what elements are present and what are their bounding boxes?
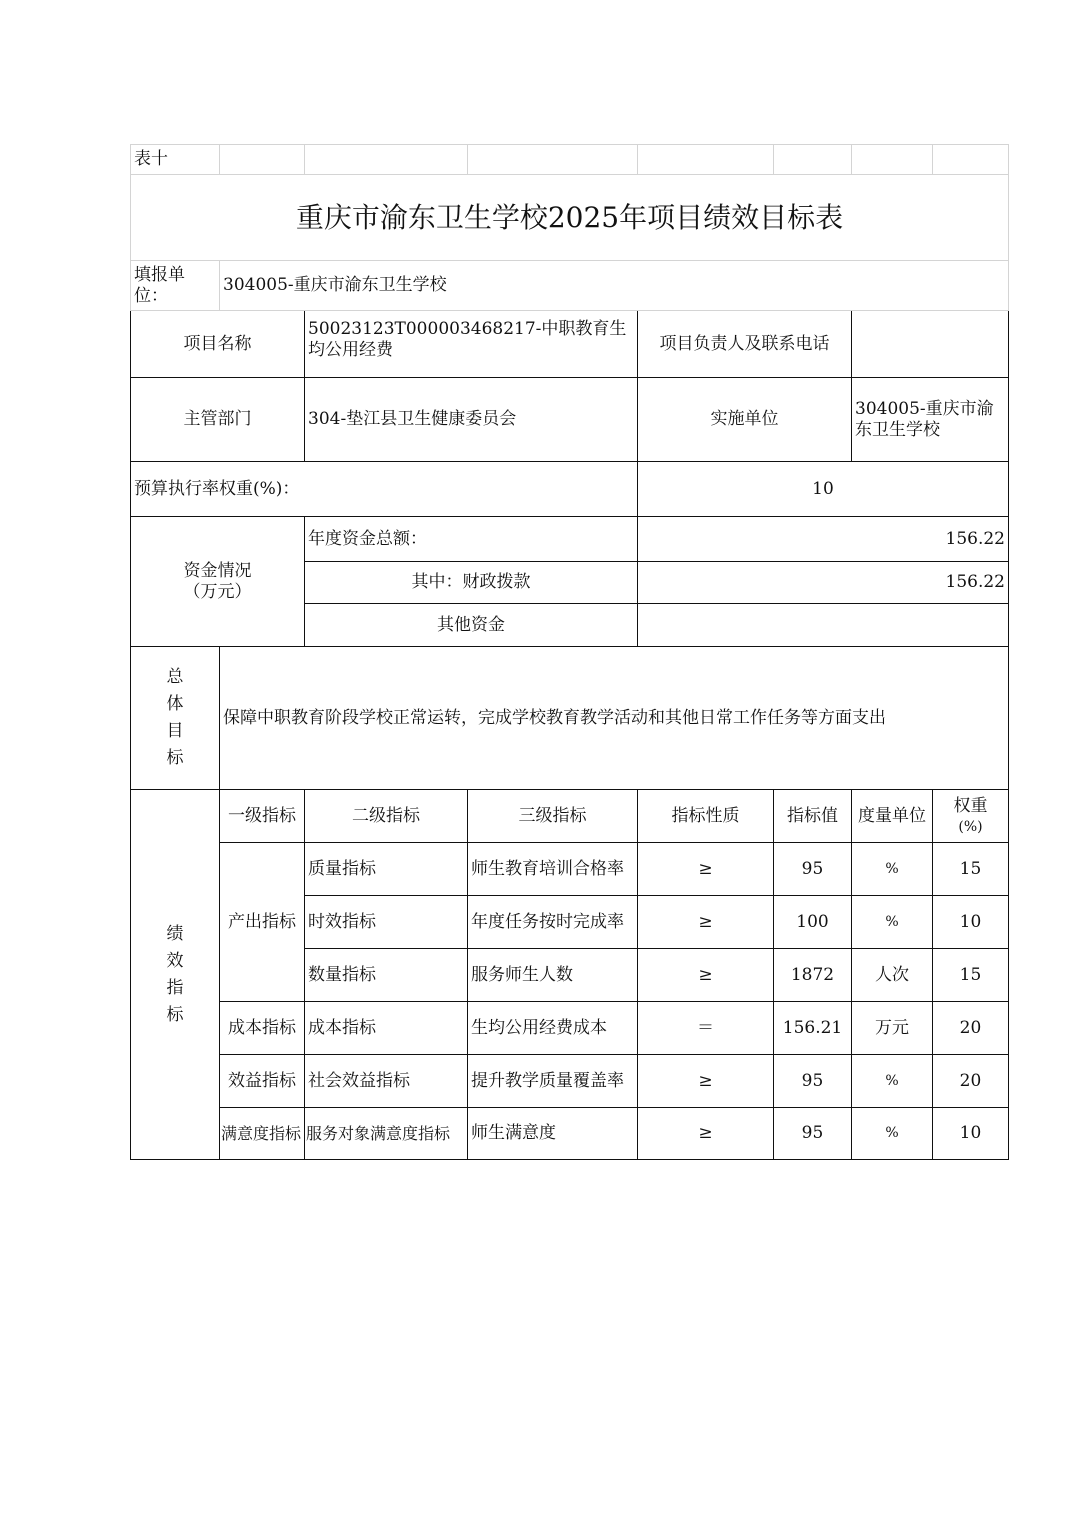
indicator-unit: %: [852, 1055, 933, 1108]
empty-cell: [468, 145, 638, 175]
performance-target-sheet: [130, 144, 1008, 1160]
indicator-level2: 服务对象满意度指标: [305, 1108, 468, 1160]
indicator-value: 1872: [774, 949, 852, 1002]
implementing-unit-value: 304005-重庆市渝东卫生学校: [852, 378, 1009, 462]
indicator-unit: %: [852, 896, 933, 949]
indicator-nature: ≥: [638, 1055, 774, 1108]
indicator-weight: 20: [933, 1055, 1009, 1108]
indicator-level3: 生均公用经费成本: [468, 1002, 638, 1055]
indicator-value: 156.21: [774, 1002, 852, 1055]
indicator-value: 95: [774, 1108, 852, 1160]
header-weight-line1: 权重: [953, 795, 988, 816]
overall-goal-row: [131, 647, 1009, 790]
header-level1: 一级指标: [220, 790, 305, 843]
header-level3: 三级指标: [468, 790, 638, 843]
empty-cell: [852, 145, 933, 175]
indicator-row: [131, 1108, 1009, 1160]
overall-goal-label-char: 标: [166, 748, 184, 768]
indicator-nature: ≥: [638, 949, 774, 1002]
indicator-level2: 社会效益指标: [305, 1055, 468, 1108]
funds-label-line1: 资金情况: [183, 560, 252, 581]
performance-target-table: [130, 144, 1009, 1160]
performance-label: [131, 790, 220, 1160]
overall-goal-label-char: 总: [166, 667, 184, 687]
indicator-nature: ＝: [638, 1002, 774, 1055]
department-value: 304-垫江县卫生健康委员会: [305, 378, 638, 462]
title-row: [131, 175, 1009, 261]
indicator-unit: %: [852, 1108, 933, 1160]
empty-cell: [774, 145, 852, 175]
indicator-row: [131, 1002, 1009, 1055]
indicator-nature: ≥: [638, 843, 774, 896]
indicator-value: 95: [774, 1055, 852, 1108]
indicator-nature: ≥: [638, 1108, 774, 1160]
indicator-unit: %: [852, 843, 933, 896]
filler-value: 304005-重庆市渝东卫生学校: [220, 261, 1009, 311]
indicator-value: 100: [774, 896, 852, 949]
funds-fiscal-label: 其中：财政拨款: [305, 562, 638, 604]
filler-row: [131, 261, 1009, 311]
funds-fiscal-value: 156.22: [638, 562, 1009, 604]
performance-label-char: 标: [166, 1004, 184, 1025]
group-output: 产出指标: [220, 843, 305, 1002]
indicator-weight: 15: [933, 949, 1009, 1002]
indicator-weight: 10: [933, 1108, 1009, 1160]
funds-total-label: 年度资金总额：: [305, 517, 638, 562]
project-name-row: [131, 311, 1009, 378]
empty-cell: [638, 145, 774, 175]
project-contact-label: 项目负责人及联系电话: [638, 311, 852, 378]
overall-goal-label-char: 体: [166, 694, 184, 714]
empty-cell: [933, 145, 1009, 175]
header-level2: 二级指标: [305, 790, 468, 843]
budget-weight-row: [131, 462, 1009, 517]
page-title: 重庆市渝东卫生学校2025年项目绩效目标表: [131, 175, 1009, 261]
header-unit: 度量单位: [852, 790, 933, 843]
indicator-weight: 20: [933, 1002, 1009, 1055]
indicator-unit: 人次: [852, 949, 933, 1002]
indicator-value: 95: [774, 843, 852, 896]
funds-total-value: 156.22: [638, 517, 1009, 562]
budget-weight-value: 10: [638, 462, 1009, 517]
indicator-level3: 师生教育培训合格率: [468, 843, 638, 896]
indicator-level2: 时效指标: [305, 896, 468, 949]
indicator-header-row: [131, 790, 1009, 843]
indicator-row: [131, 843, 1009, 896]
funds-total-row: [131, 517, 1009, 562]
project-name-value: 50023123T000003468217-中职教育生均公用经费: [305, 311, 638, 378]
header-weight: [933, 790, 1009, 843]
implementing-unit-label: 实施单位: [638, 378, 852, 462]
header-nature: 指标性质: [638, 790, 774, 843]
group-cost: 成本指标: [220, 1002, 305, 1055]
project-contact-value: [852, 311, 1009, 378]
funds-label: [131, 517, 305, 647]
funds-other-label: 其他资金: [305, 604, 638, 647]
indicator-unit: 万元: [852, 1002, 933, 1055]
filler-label: 填报单位：: [131, 261, 220, 311]
performance-label-char: 绩: [166, 923, 184, 944]
indicator-level3: 师生满意度: [468, 1108, 638, 1160]
empty-cell: [305, 145, 468, 175]
indicator-level3: 服务师生人数: [468, 949, 638, 1002]
indicator-level2: 数量指标: [305, 949, 468, 1002]
department-row: [131, 378, 1009, 462]
indicator-level2: 成本指标: [305, 1002, 468, 1055]
indicator-level2: 质量指标: [305, 843, 468, 896]
indicator-level3: 提升教学质量覆盖率: [468, 1055, 638, 1108]
indicator-weight: 10: [933, 896, 1009, 949]
indicator-level3: 年度任务按时完成率: [468, 896, 638, 949]
indicator-weight: 15: [933, 843, 1009, 896]
header-weight-line2: (%): [958, 818, 983, 835]
performance-label-char: 指: [166, 977, 184, 998]
performance-label-char: 效: [166, 950, 184, 971]
group-satisfaction: 满意度指标: [220, 1108, 305, 1160]
empty-cell: [220, 145, 305, 175]
department-label: 主管部门: [131, 378, 305, 462]
funds-label-line2: （万元）: [183, 581, 252, 602]
overall-goal-label: [131, 647, 220, 790]
indicator-row: [131, 1055, 1009, 1108]
header-value: 指标值: [774, 790, 852, 843]
funds-other-value: [638, 604, 1009, 647]
sheet-label: 表十: [131, 145, 220, 175]
group-benefit: 效益指标: [220, 1055, 305, 1108]
overall-goal-text: 保障中职教育阶段学校正常运转，完成学校教育教学活动和其他日常工作任务等方面支出: [220, 647, 1009, 790]
budget-weight-label: 预算执行率权重(%)：: [131, 462, 638, 517]
project-name-label: 项目名称: [131, 311, 305, 378]
overall-goal-label-char: 目: [166, 721, 184, 741]
indicator-nature: ≥: [638, 896, 774, 949]
sheet-label-row: [131, 145, 1009, 175]
